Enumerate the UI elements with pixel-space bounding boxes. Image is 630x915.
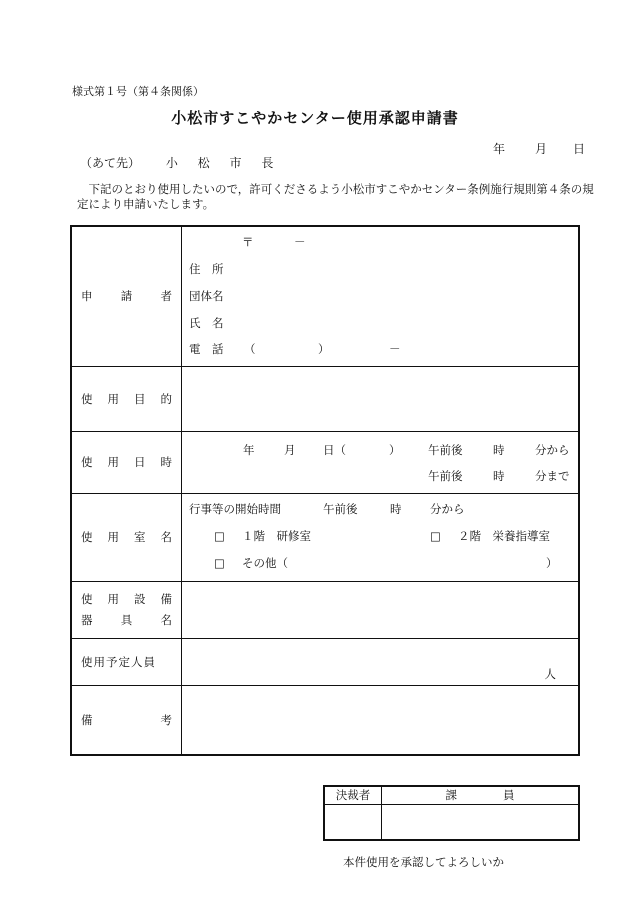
event-ampm: 午前後 xyxy=(323,501,358,516)
remarks-label xyxy=(71,685,182,755)
form-number: 様式第１号（第４条関係） xyxy=(72,85,204,98)
attendees-unit: 人 xyxy=(544,666,556,681)
applicant-row xyxy=(71,226,579,366)
datetime-label xyxy=(71,431,182,493)
purpose-field[interactable] xyxy=(182,366,580,431)
name-label: 氏 名 xyxy=(189,316,224,330)
attendees-field[interactable] xyxy=(182,638,580,685)
label-char: 名 xyxy=(160,613,172,627)
label-char: 用 xyxy=(107,592,119,606)
decider-stamp-box[interactable] xyxy=(324,804,382,840)
label-char: 使 xyxy=(81,391,93,406)
use-month-label: 月 xyxy=(284,442,296,457)
decider-label: 決裁者 xyxy=(324,786,382,804)
label-char: 請 xyxy=(120,289,133,304)
approval-table xyxy=(323,785,580,841)
label-char: 時 xyxy=(160,455,172,469)
label-char: 備 xyxy=(160,592,172,606)
datetime-row xyxy=(71,431,579,493)
addressee-char: 小 xyxy=(165,156,178,170)
purpose-label xyxy=(71,366,182,431)
label-char: 日 xyxy=(134,455,146,469)
label-char: 備 xyxy=(81,712,93,727)
equipment-row xyxy=(71,581,579,638)
room2-label: ２階 栄養指導室 xyxy=(458,528,550,543)
addressee-char: 長 xyxy=(261,156,274,170)
label-char: 的 xyxy=(160,391,172,406)
address-label: 住 所 xyxy=(189,262,224,276)
phone-label: 電 話 xyxy=(189,342,224,356)
addressee xyxy=(80,157,273,169)
end-hour: 時 xyxy=(493,468,505,483)
date-year-label: 年 xyxy=(493,142,506,156)
checkbox-room2[interactable]: □ xyxy=(430,528,441,543)
addressee-char: 松 xyxy=(197,156,210,170)
start-hour: 時 xyxy=(493,442,505,457)
checkbox-other[interactable]: □ xyxy=(214,555,225,570)
end-ampm: 午前後 xyxy=(428,468,463,483)
label-char: 使 xyxy=(81,455,93,469)
purpose-row xyxy=(71,366,579,431)
label-char: 用 xyxy=(107,530,119,544)
attendees-row xyxy=(71,638,579,685)
room-label xyxy=(71,493,182,581)
approval-question: 本件使用を承認してよろしいか xyxy=(343,855,504,869)
remarks-field[interactable] xyxy=(182,685,580,755)
event-minute: 分から xyxy=(430,501,465,516)
room-row xyxy=(71,493,579,581)
start-ampm: 午前後 xyxy=(428,442,463,457)
applicant-fields xyxy=(182,226,580,366)
postal-mark: 〒 xyxy=(242,235,254,249)
equipment-label xyxy=(71,581,182,638)
label-char: 用 xyxy=(107,391,119,406)
label-char: 設 xyxy=(134,592,146,606)
applicant-label xyxy=(71,226,182,366)
date-month-label: 月 xyxy=(535,142,548,156)
phone-open-paren: （ xyxy=(244,342,256,356)
label-char: 考 xyxy=(160,712,172,727)
use-day-close: ） xyxy=(389,442,401,457)
staff-stamp-box[interactable] xyxy=(382,804,580,840)
label-char: 申 xyxy=(81,289,93,304)
label-char: 具 xyxy=(120,613,133,627)
phone-close-paren: ） xyxy=(318,342,330,356)
label-char: 目 xyxy=(134,391,146,406)
section-staff-label: 課 員 xyxy=(382,786,580,804)
remarks-row xyxy=(71,685,579,755)
other-room-label: その他（ xyxy=(242,555,288,570)
label-char: 者 xyxy=(160,289,172,304)
attendees-label xyxy=(71,638,182,685)
attendees-label-text: 使用予定人員 xyxy=(81,654,156,669)
phone-dash: － xyxy=(389,342,401,356)
label-char: 名 xyxy=(160,530,172,544)
label-char: 器 xyxy=(81,613,93,627)
end-minute: 分まで xyxy=(535,468,570,483)
label-char: 用 xyxy=(107,455,119,469)
datetime-fields[interactable] xyxy=(182,431,580,493)
event-hour: 時 xyxy=(390,501,402,516)
intro-paragraph: 下記のとおり使用したいので，許可くださるよう小松市すこやかセンター条例施行規則第４条の規定により申請いたします。 xyxy=(77,182,594,211)
room-fields xyxy=(182,493,580,581)
equipment-field[interactable] xyxy=(182,581,580,638)
use-year-label: 年 xyxy=(243,442,255,457)
room1-label: １階 研修室 xyxy=(242,528,311,543)
other-room-close: ） xyxy=(546,555,558,570)
label-char: 使 xyxy=(81,530,93,544)
event-start-label: 行事等の開始時間 xyxy=(189,501,281,516)
label-char: 室 xyxy=(134,530,146,544)
use-day-label: 日（ xyxy=(323,442,346,457)
label-char: 使 xyxy=(81,592,93,606)
application-table xyxy=(70,225,580,756)
page-title: 小松市すこやかセンター使用承認申請書 xyxy=(171,109,459,127)
start-minute: 分から xyxy=(535,442,570,457)
checkbox-room1[interactable]: □ xyxy=(214,528,225,543)
addressee-char: 市 xyxy=(229,156,242,170)
postal-dash: － xyxy=(294,235,306,249)
group-name-label: 団体名 xyxy=(189,289,224,303)
addressee-label: （あて先） xyxy=(80,156,141,170)
date-day-label: 日 xyxy=(573,142,586,156)
